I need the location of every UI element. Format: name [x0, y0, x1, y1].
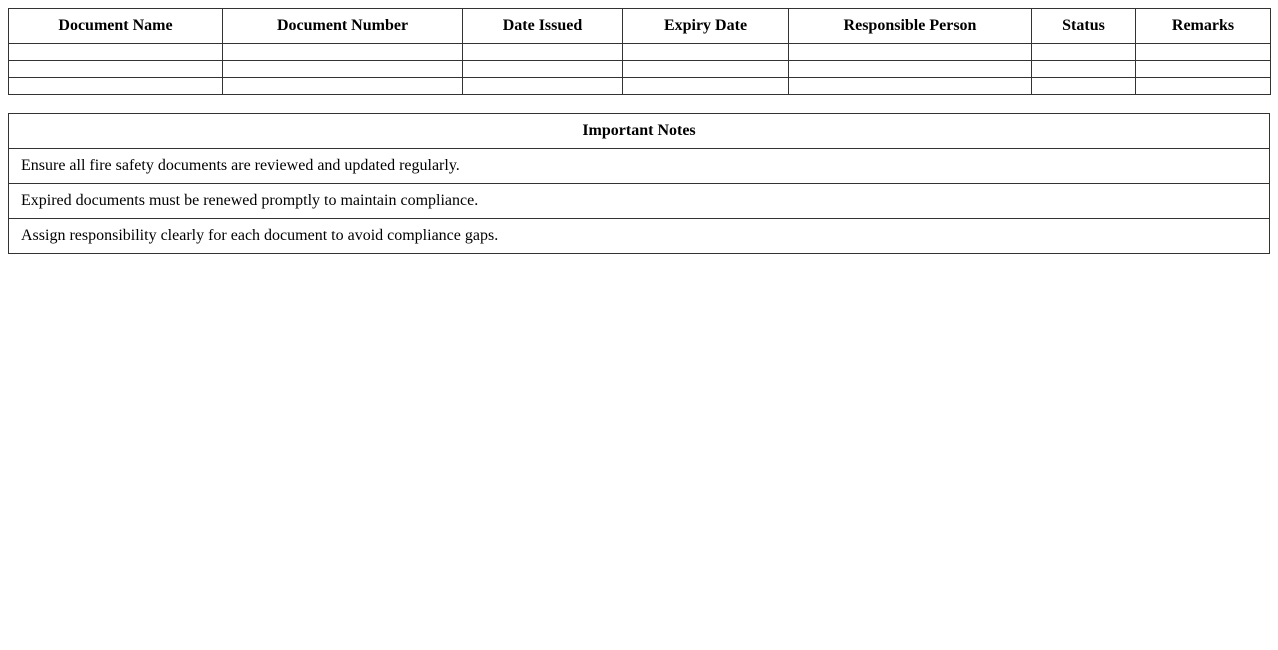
table-cell[interactable] — [1032, 61, 1136, 78]
table-cell[interactable] — [223, 78, 463, 95]
table-cell[interactable] — [9, 61, 223, 78]
table-cell[interactable] — [623, 44, 789, 61]
note-item: Expired documents must be renewed promptly to maintain compliance. — [9, 184, 1270, 219]
note-item: Ensure all fire safety documents are reviewed and updated regularly. — [9, 149, 1270, 184]
notes-table-body — [9, 149, 1270, 254]
notes-title: Important Notes — [9, 114, 1270, 149]
column-header-remarks: Remarks — [1136, 9, 1271, 44]
column-header-date-issued: Date Issued — [463, 9, 623, 44]
table-cell[interactable] — [1032, 78, 1136, 95]
table-cell[interactable] — [223, 61, 463, 78]
note-item: Assign responsibility clearly for each document to avoid compliance gaps. — [9, 219, 1270, 254]
table-cell[interactable] — [1136, 44, 1271, 61]
table-row — [9, 61, 1271, 78]
table-cell[interactable] — [623, 61, 789, 78]
notes-table-header — [9, 114, 1270, 149]
note-row — [9, 184, 1270, 219]
column-header-expiry-date: Expiry Date — [623, 9, 789, 44]
table-row — [9, 44, 1271, 61]
documents-table-header — [9, 9, 1271, 44]
note-row — [9, 219, 1270, 254]
table-cell[interactable] — [463, 61, 623, 78]
table-cell[interactable] — [1136, 78, 1271, 95]
column-header-status: Status — [1032, 9, 1136, 44]
table-cell[interactable] — [789, 61, 1032, 78]
column-header-document-name: Document Name — [9, 9, 223, 44]
table-cell[interactable] — [1032, 44, 1136, 61]
header-row — [9, 9, 1271, 44]
table-cell[interactable] — [9, 78, 223, 95]
note-row — [9, 149, 1270, 184]
table-cell[interactable] — [789, 78, 1032, 95]
table-cell[interactable] — [463, 78, 623, 95]
notes-header-row — [9, 114, 1270, 149]
table-cell[interactable] — [789, 44, 1032, 61]
table-cell[interactable] — [463, 44, 623, 61]
column-header-responsible-person: Responsible Person — [789, 9, 1032, 44]
table-cell[interactable] — [9, 44, 223, 61]
documents-table — [8, 8, 1271, 95]
table-cell[interactable] — [623, 78, 789, 95]
table-cell[interactable] — [1136, 61, 1271, 78]
table-row — [9, 78, 1271, 95]
documents-table-body — [9, 44, 1271, 95]
column-header-document-number: Document Number — [223, 9, 463, 44]
important-notes-table — [8, 113, 1270, 254]
table-cell[interactable] — [223, 44, 463, 61]
